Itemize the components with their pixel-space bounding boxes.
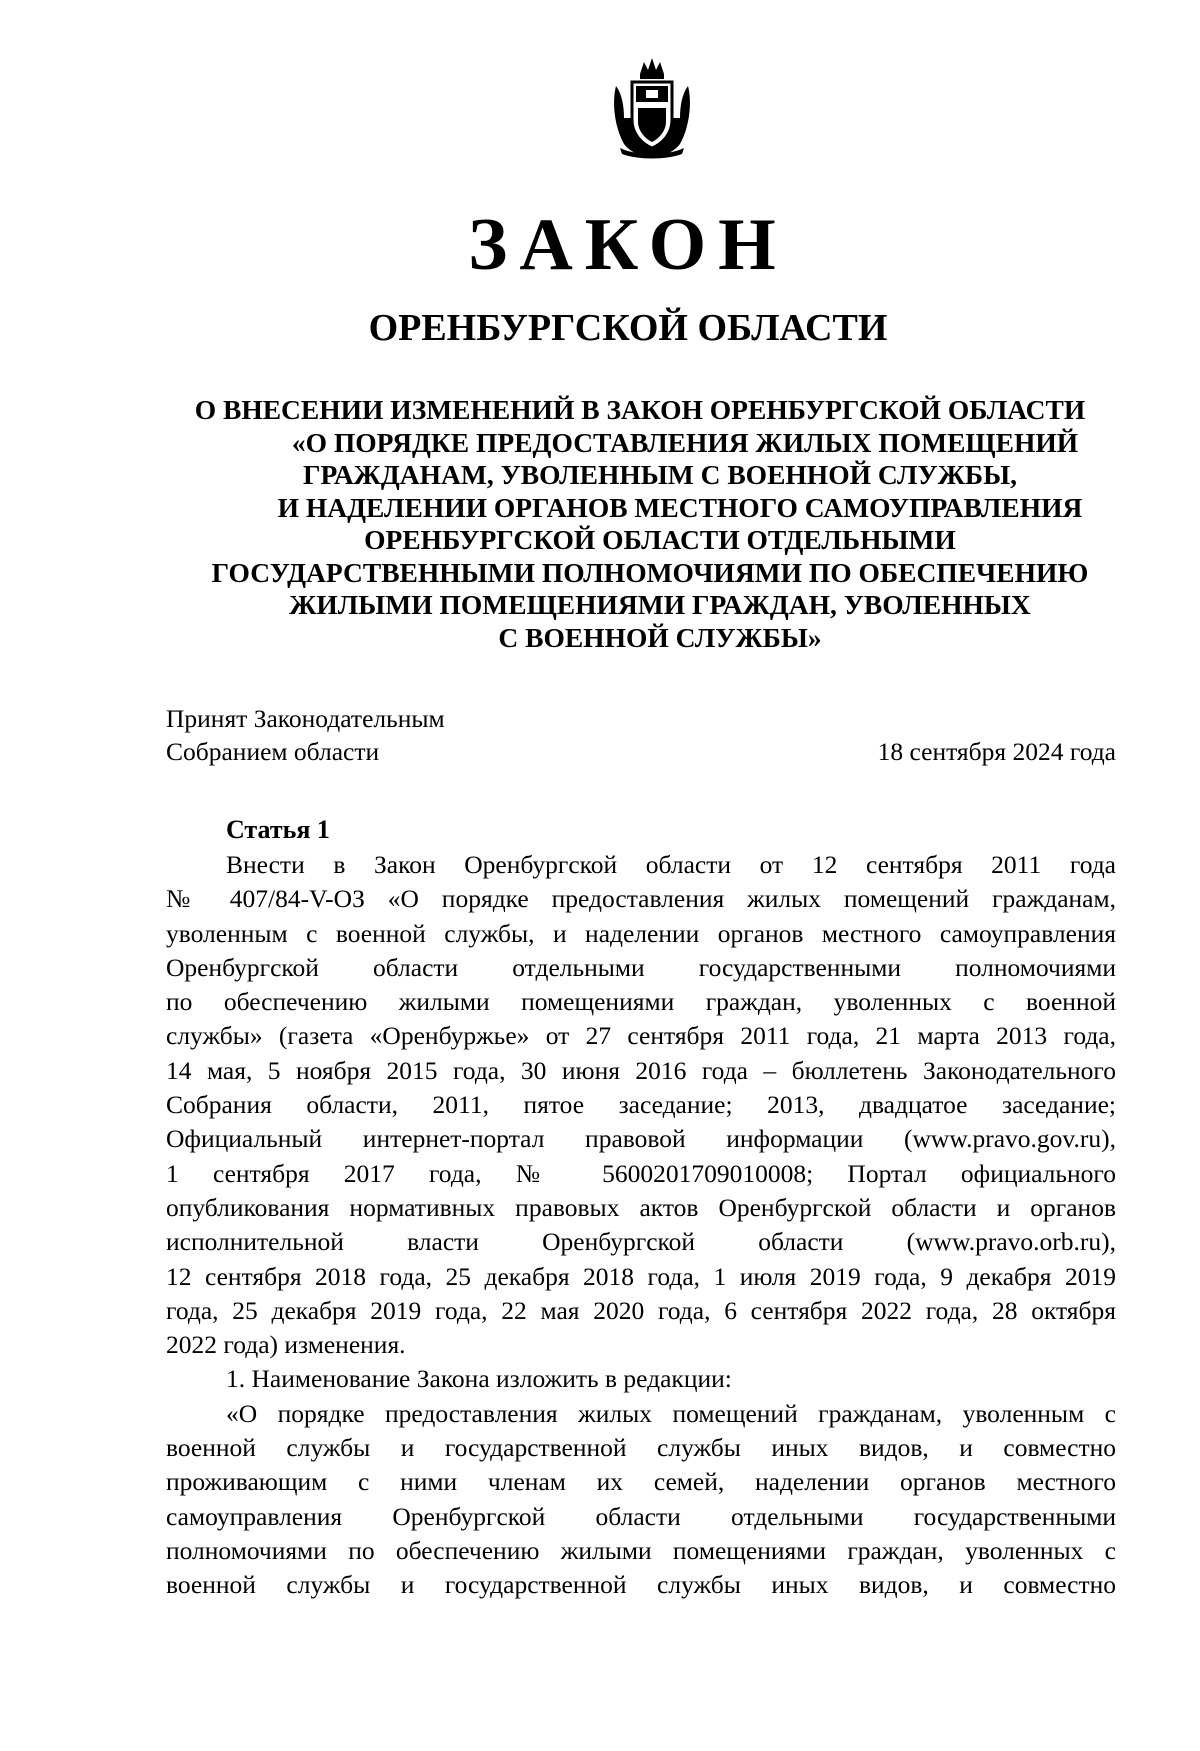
body-line: самоуправления Оренбургской области отдельными государственными (166, 1501, 1116, 1531)
body-line: исполнительной власти Оренбургской области (www.pravo.orb.ru), (166, 1227, 1116, 1257)
body-line: опубликования нормативных правовых актов Оренбургской области и органов (166, 1192, 1116, 1222)
body-line: 1 сентября 2017 года, № 5600201709010008; Портал официального (166, 1158, 1116, 1188)
body-line: «О порядке предоставления жилых помещений гражданам, уволенным с (226, 1398, 1116, 1428)
subject-line: И НАДЕЛЕНИИ ОРГАНОВ МЕСТНОГО САМОУПРАВЛЕНИЯ (277, 491, 1083, 523)
article-heading: Статья 1 (226, 815, 330, 844)
subject-line: С ВОЕННОЙ СЛУЖБЫ» (498, 621, 822, 653)
body-line: Оренбургской области отдельными государственными полномочиями (166, 952, 1116, 982)
law-subject (140, 394, 1140, 654)
adoption-line-1: Принят Законодательным (166, 704, 445, 733)
region-title: ОРЕНБУРГСКОЙ ОБЛАСТИ (368, 307, 888, 349)
body-line: № 407/84-V-ОЗ «О порядке предоставления жилых помещений гражданам, (166, 884, 1116, 914)
body-line: 12 сентября 2018 года, 25 декабря 2018 года, 1 июля 2019 года, 9 декабря 2019 (166, 1261, 1116, 1291)
body-line: Собрания области, 2011, пятое заседание; 2013, двадцатое заседание; (166, 1090, 1116, 1120)
body-line: 2022 года) изменения. (166, 1330, 406, 1360)
adoption-date: 18 сентября 2024 года (877, 737, 1116, 766)
body-line: по обеспечению жилыми помещениями граждан, уволенных с военной (166, 987, 1116, 1017)
subject-line: ГРАЖДАНАМ, УВОЛЕННЫМ С ВОЕННОЙ СЛУЖБЫ, (303, 459, 1017, 490)
law-title: ЗАКОН (468, 204, 788, 286)
subject-line: ОРЕНБУРГСКОЙ ОБЛАСТИ ОТДЕЛЬНЫМИ (364, 524, 956, 555)
body-line: года, 25 декабря 2019 года, 22 мая 2020 года, 6 сентября 2022 года, 28 октября (166, 1295, 1116, 1325)
body-line: Официальный интернет-портал правовой информации (www.pravo.gov.ru), (166, 1124, 1116, 1154)
body-line: 1. Наименование Закона изложить в редакции: (226, 1364, 732, 1394)
body-line: проживающим с ними членам их семей, наделении органов местного (166, 1467, 1116, 1497)
subject-line: ГОСУДАРСТВЕННЫМИ ПОЛНОМОЧИЯМИ ПО ОБЕСПЕЧЕНИЮ (211, 556, 1089, 588)
body-line: 14 мая, 5 ноября 2015 года, 30 июня 2016 года – бюллетень Законодательного (166, 1055, 1116, 1085)
coat-of-arms-icon (610, 56, 694, 160)
subject-line: «О ПОРЯДКЕ ПРЕДОСТАВЛЕНИЯ ЖИЛЫХ ПОМЕЩЕНИЙ (291, 426, 1079, 458)
body-line: Внести в Закон Оренбургской области от 12 сентября 2011 года (226, 850, 1116, 879)
body-line: службы» (газета «Оренбуржье» от 27 сентября 2011 года, 21 марта 2013 года, (166, 1021, 1116, 1051)
adoption-block (166, 702, 1116, 768)
body-line: военной службы и государственной службы иных видов, и совместно (166, 1570, 1116, 1600)
body-line: полномочиями по обеспечению жилыми помещениями граждан, уволенных с (166, 1535, 1116, 1565)
subject-line: ЖИЛЫМИ ПОМЕЩЕНИЯМИ ГРАЖДАН, УВОЛЕННЫХ (289, 589, 1031, 620)
adoption-line-2: Собранием области (166, 737, 380, 766)
article-body (166, 848, 1116, 1603)
body-line: уволенным с военной службы, и наделении органов местного самоуправления (166, 918, 1116, 948)
body-line: военной службы и государственной службы иных видов, и совместно (166, 1433, 1116, 1463)
subject-line: О ВНЕСЕНИИ ИЗМЕНЕНИЙ В ЗАКОН ОРЕНБУРГСКОЙ ОБЛАСТИ (194, 394, 1086, 425)
